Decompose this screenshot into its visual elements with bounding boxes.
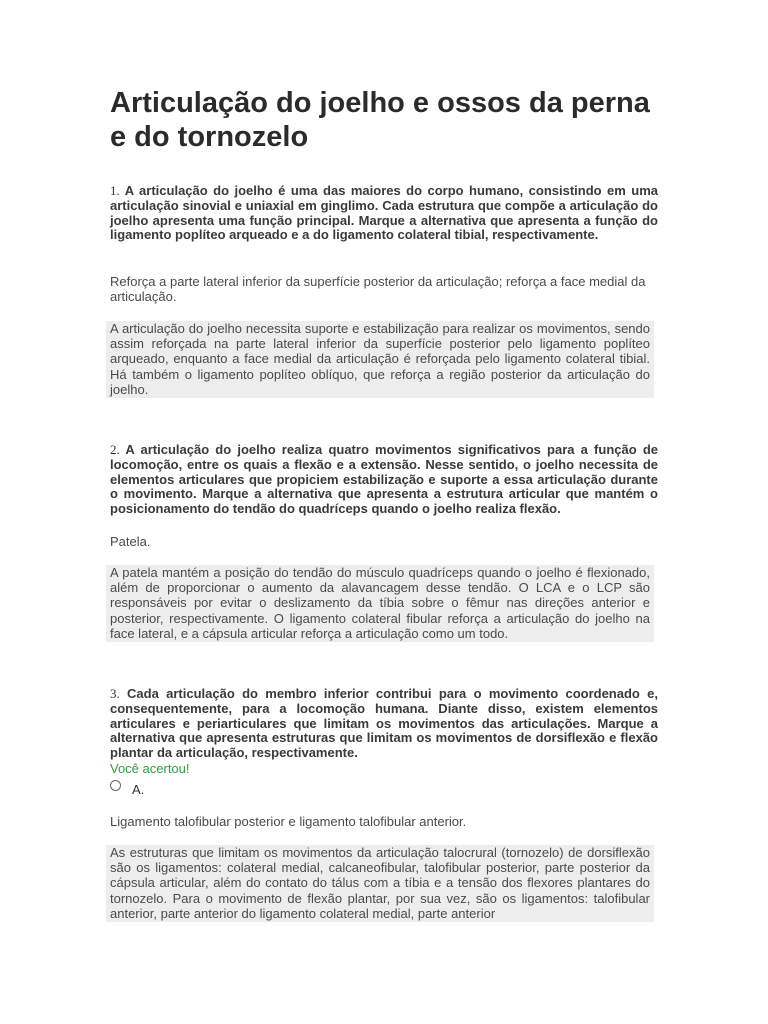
question-2-statement: A articulação do joelho realiza quatro movimentos significativos para a função de locomoção, entre os quais a flexão e a extensão. Nesse sentido, o joelho necessita de elementos articulares que propiciem estabilização e suporte a essa articulação durante o movimento. Marque a alternativa que apresenta a estrutura articular que mantém o posicionamento do tendão do quadríceps quando o joelho realiza flexão. [110, 442, 658, 517]
question-3-answer: Ligamento talofibular posterior e ligamento talofibular anterior. [110, 814, 467, 829]
feedback-correct: Você acertou! [110, 761, 190, 776]
question-3-text [110, 687, 658, 761]
question-1-number: 1. [110, 183, 120, 198]
page-title: Articulação do joelho e ossos da perna e do tornozelo [110, 87, 650, 153]
question-1-explanation: A articulação do joelho necessita suporte e estabilização para realizar os movimentos, sendo assim reforçada na parte lateral inferior da superfície posterior pelo ligamento poplíteo arqueado, enquanto a face medial da articulação é reforçada pelo ligamento colateral tibial. Há também o ligamento poplíteo oblíquo, que reforça a região posterior da articulação do joelho. [106, 321, 654, 398]
question-2-text [110, 443, 658, 517]
question-3-statement: Cada articulação do membro inferior contribui para o movimento coordenado e, consequentemente, para a locomoção humana. Diante disso, existem elementos articulares e periarticulares que limitam os movimentos das articulações. Marque a alternativa que apresenta estruturas que limitam os movimentos de dorsiflexão e flexão plantar da articulação, respectivamente. [110, 686, 658, 761]
question-2-answer: Patela. [110, 534, 151, 549]
question-3-number: 3. [110, 686, 120, 701]
question-1-answer: Reforça a parte lateral inferior da superfície posterior da articulação; reforça a face medial da articulação. [110, 274, 646, 304]
question-1-statement: A articulação do joelho é uma das maiores do corpo humano, consistindo em uma articulação sinovial e uniaxial em ginglimo. Cada estrutura que compõe a articulação do joelho apresenta uma função principal. Marque a alternativa que apresenta a função do ligamento poplíteo arqueado e a do ligamento colateral tibial, respectivamente. [110, 183, 658, 243]
question-2-explanation: A patela mantém a posição do tendão do músculo quadríceps quando o joelho é flexionado, além de proporcionar o aumento da alavancagem desse tendão. O LCA e o LCP são responsáveis por evitar o deslizamento da tíbia sobre o fêmur nas direções anterior e posterior, respectivamente. O ligamento colateral fibular reforça a articulação do joelho na face lateral, e a cápsula articular reforça a articulação como um todo. [106, 565, 654, 642]
radio-button[interactable] [110, 780, 121, 791]
question-2-number: 2. [110, 442, 120, 457]
question-1-text [110, 184, 658, 243]
option-a-letter: A. [132, 782, 145, 797]
question-3-explanation: As estruturas que limitam os movimentos da articulação talocrural (tornozelo) de dorsiflexão são os ligamentos: colateral medial, calcaneofibular, talofibular posterior, parte posterior da cápsula articular, além do contato do tálus com a tíbia e a tensão dos flexores plantares do tornozelo. Para o movimento de flexão plantar, por sua vez, são os ligamentos: talofibular anterior, parte anterior do ligamento colateral medial, parte anterior [106, 845, 654, 922]
